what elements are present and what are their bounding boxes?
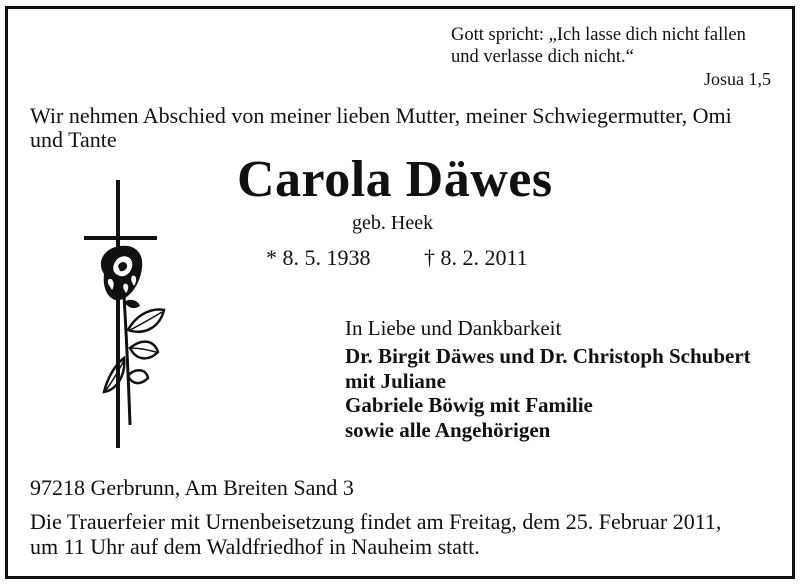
- mourners-block: [345, 315, 751, 442]
- quote-line-1: Gott spricht: „Ich lasse dich nicht fallen: [451, 25, 746, 45]
- death-date: † 8. 2. 2011: [424, 245, 528, 270]
- farewell-intro: [30, 104, 732, 152]
- quote-reference: Josua 1,5: [704, 69, 771, 89]
- quote-line-2: und verlasse dich nicht.“: [451, 47, 634, 67]
- mourner-line-1: Dr. Birgit Däwes und Dr. Christoph Schubert: [345, 344, 751, 368]
- mourners-lead: In Liebe und Dankbarkeit: [345, 316, 562, 340]
- maiden-name: geb. Heek: [352, 212, 434, 234]
- mourner-address: 97218 Gerbrunn, Am Breiten Sand 3: [30, 475, 354, 500]
- bible-quote: [451, 24, 746, 68]
- mourner-line-4: sowie alle Angehörigen: [345, 417, 551, 442]
- birth-date: * 8. 5. 1938: [266, 245, 371, 270]
- mourner-line-3: Gabriele Böwig mit Familie: [345, 393, 593, 417]
- mourner-line-2: mit Juliane: [345, 368, 446, 393]
- ceremony-line-2: um 11 Uhr auf dem Waldfriedhof in Nauheim statt.: [30, 534, 480, 559]
- intro-line-2: und Tante: [30, 127, 117, 152]
- cross-with-rose-icon: [68, 180, 168, 450]
- intro-line-1: Wir nehmen Abschied von meiner lieben Mutter, meiner Schwiegermutter, Omi: [30, 103, 732, 128]
- ceremony-info: [30, 509, 721, 559]
- ceremony-line-1: Die Trauerfeier mit Urnenbeisetzung findet am Freitag, dem 25. Februar 2011,: [30, 509, 722, 534]
- deceased-name: Carola Däwes: [237, 151, 553, 208]
